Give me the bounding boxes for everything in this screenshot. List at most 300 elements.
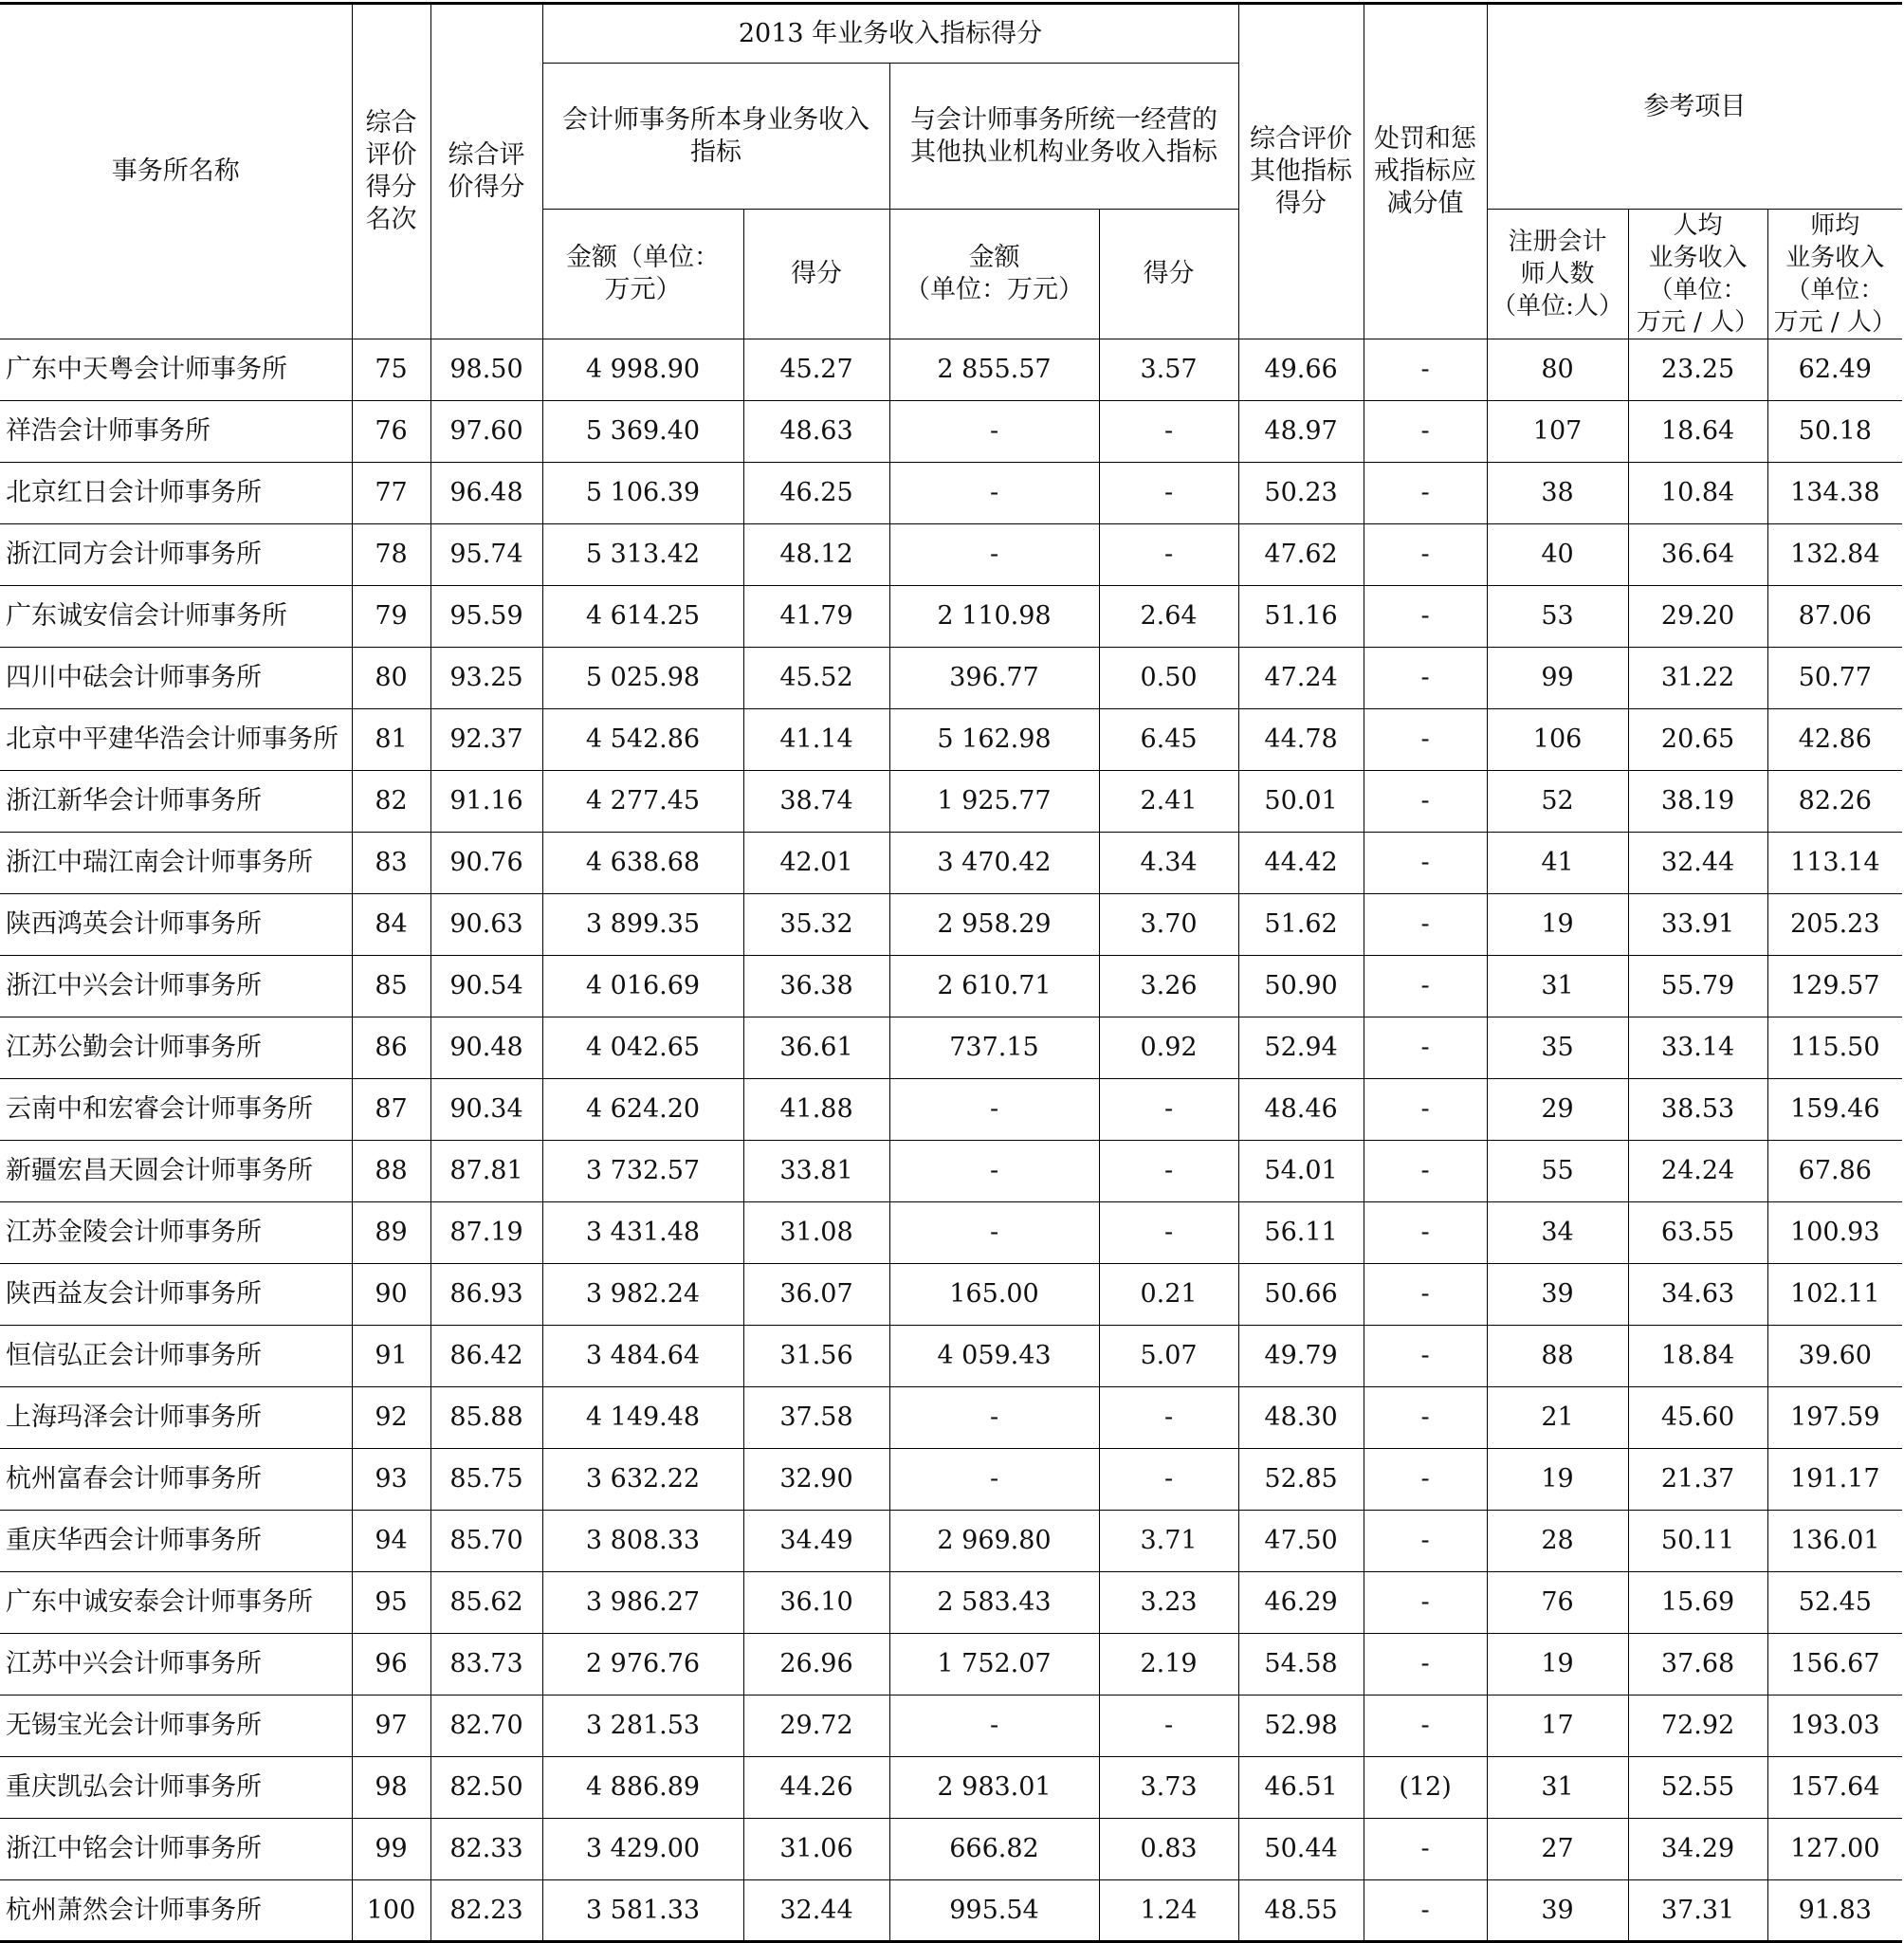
cell-revenue-per-cpa: 197.59: [1767, 1387, 1902, 1449]
cell-total-score: 86.42: [430, 1326, 542, 1387]
header-reference: 参考项目: [1487, 4, 1902, 210]
table-row: [0, 1017, 1902, 1079]
cell-other-indicator: 52.98: [1238, 1696, 1364, 1757]
table-row: [0, 401, 1902, 463]
cell-cpa-count: 88: [1487, 1326, 1628, 1387]
cell-cpa-count: 76: [1487, 1572, 1628, 1634]
cell-total-score: 90.63: [430, 894, 542, 956]
cell-own-amount: 3 899.35: [542, 894, 743, 956]
cell-revenue-per-cpa: 132.84: [1767, 524, 1902, 586]
header-revenue-per-capita: 人均 业务收入 （单位： 万元 / 人）: [1628, 210, 1767, 339]
cell-other-amount: 165.00: [889, 1264, 1099, 1326]
cell-penalty: -: [1364, 956, 1487, 1017]
cell-other-indicator: 47.50: [1238, 1511, 1364, 1572]
table-row: [0, 1757, 1902, 1819]
cell-other-amount: 5 162.98: [889, 709, 1099, 771]
cell-firm-name: 北京红日会计师事务所: [0, 463, 352, 524]
table-row: [0, 709, 1902, 771]
cell-other-amount: -: [889, 1079, 1099, 1141]
cell-firm-name: 广东中诚安泰会计师事务所: [0, 1572, 352, 1634]
cell-total-score: 90.54: [430, 956, 542, 1017]
cell-revenue-per-cpa: 102.11: [1767, 1264, 1902, 1326]
cell-other-score: -: [1099, 401, 1238, 463]
cell-other-score: -: [1099, 1141, 1238, 1202]
cell-total-score: 85.88: [430, 1387, 542, 1449]
cell-own-amount: 5 025.98: [542, 648, 743, 709]
cell-cpa-count: 31: [1487, 1757, 1628, 1819]
cell-revenue-per-capita: 24.24: [1628, 1141, 1767, 1202]
cell-firm-name: 浙江中瑞江南会计师事务所: [0, 833, 352, 894]
cell-total-score: 82.70: [430, 1696, 542, 1757]
cell-own-amount: 4 149.48: [542, 1387, 743, 1449]
cell-total-score: 85.62: [430, 1572, 542, 1634]
cell-own-amount: 4 277.45: [542, 771, 743, 833]
cell-own-amount: 4 998.90: [542, 339, 743, 401]
cell-firm-name: 广东中天粤会计师事务所: [0, 339, 352, 401]
cell-own-score: 46.25: [743, 463, 889, 524]
cell-revenue-per-capita: 37.31: [1628, 1880, 1767, 1942]
cell-revenue-per-capita: 38.53: [1628, 1079, 1767, 1141]
cell-revenue-per-cpa: 156.67: [1767, 1634, 1902, 1696]
cell-penalty: -: [1364, 894, 1487, 956]
table-header: [0, 4, 1902, 339]
cell-penalty: -: [1364, 1819, 1487, 1880]
cell-own-amount: 5 369.40: [542, 401, 743, 463]
cell-own-amount: 3 986.27: [542, 1572, 743, 1634]
cell-other-score: 2.19: [1099, 1634, 1238, 1696]
table-row: [0, 1511, 1902, 1572]
cell-other-indicator: 52.85: [1238, 1449, 1364, 1511]
cell-firm-name: 陕西鸿英会计师事务所: [0, 894, 352, 956]
header-other-revenue: 与会计师事务所统一经营的 其他执业机构业务收入指标: [889, 64, 1238, 210]
cell-own-score: 31.06: [743, 1819, 889, 1880]
cell-other-amount: 2 958.29: [889, 894, 1099, 956]
table-row: [0, 1572, 1902, 1634]
cell-own-amount: 5 313.42: [542, 524, 743, 586]
cell-firm-name: 杭州萧然会计师事务所: [0, 1880, 352, 1942]
cell-total-score: 82.23: [430, 1880, 542, 1942]
cell-other-amount: 2 983.01: [889, 1757, 1099, 1819]
cell-revenue-per-capita: 52.55: [1628, 1757, 1767, 1819]
cell-total-score: 97.60: [430, 401, 542, 463]
cell-penalty: -: [1364, 1572, 1487, 1634]
cell-penalty: -: [1364, 648, 1487, 709]
cell-revenue-per-cpa: 136.01: [1767, 1511, 1902, 1572]
header-firm-name: 事务所名称: [0, 4, 352, 339]
header-other-score: 得分: [1099, 210, 1238, 339]
cell-revenue-per-cpa: 50.18: [1767, 401, 1902, 463]
cell-revenue-per-capita: 72.92: [1628, 1696, 1767, 1757]
cell-revenue-per-capita: 37.68: [1628, 1634, 1767, 1696]
cell-other-amount: -: [889, 1449, 1099, 1511]
cell-other-amount: -: [889, 524, 1099, 586]
cell-rank: 90: [352, 1264, 430, 1326]
cell-other-score: -: [1099, 1387, 1238, 1449]
cell-other-score: 3.57: [1099, 339, 1238, 401]
cell-own-score: 38.74: [743, 771, 889, 833]
cell-firm-name: 江苏公勤会计师事务所: [0, 1017, 352, 1079]
cell-revenue-per-cpa: 193.03: [1767, 1696, 1902, 1757]
table-row: [0, 524, 1902, 586]
cell-own-score: 36.10: [743, 1572, 889, 1634]
cell-other-amount: 3 470.42: [889, 833, 1099, 894]
cell-other-amount: 995.54: [889, 1880, 1099, 1942]
cell-rank: 86: [352, 1017, 430, 1079]
cell-own-score: 45.27: [743, 339, 889, 401]
cell-revenue-per-cpa: 127.00: [1767, 1819, 1902, 1880]
ranking-table: [0, 2, 1902, 1943]
cell-firm-name: 浙江中铭会计师事务所: [0, 1819, 352, 1880]
cell-revenue-per-capita: 21.37: [1628, 1449, 1767, 1511]
cell-penalty: -: [1364, 1017, 1487, 1079]
cell-cpa-count: 19: [1487, 1634, 1628, 1696]
header-rank: 综合 评价 得分 名次: [352, 4, 430, 339]
cell-revenue-per-cpa: 82.26: [1767, 771, 1902, 833]
cell-own-amount: 3 581.33: [542, 1880, 743, 1942]
cell-firm-name: 四川中砝会计师事务所: [0, 648, 352, 709]
cell-rank: 88: [352, 1141, 430, 1202]
cell-other-score: 1.24: [1099, 1880, 1238, 1942]
cell-revenue-per-capita: 34.29: [1628, 1819, 1767, 1880]
cell-other-amount: 1 752.07: [889, 1634, 1099, 1696]
cell-other-score: -: [1099, 524, 1238, 586]
cell-other-score: -: [1099, 1079, 1238, 1141]
table-row: [0, 1819, 1902, 1880]
cell-revenue-per-cpa: 52.45: [1767, 1572, 1902, 1634]
cell-penalty: -: [1364, 586, 1487, 648]
cell-other-score: 3.26: [1099, 956, 1238, 1017]
cell-other-score: -: [1099, 1696, 1238, 1757]
cell-other-amount: 737.15: [889, 1017, 1099, 1079]
cell-own-amount: 3 429.00: [542, 1819, 743, 1880]
cell-total-score: 95.74: [430, 524, 542, 586]
cell-revenue-per-cpa: 50.77: [1767, 648, 1902, 709]
cell-other-indicator: 44.42: [1238, 833, 1364, 894]
cell-rank: 78: [352, 524, 430, 586]
cell-firm-name: 浙江同方会计师事务所: [0, 524, 352, 586]
header-own-amount: 金额（单位： 万元）: [542, 210, 743, 339]
cell-penalty: -: [1364, 524, 1487, 586]
table-row: [0, 1202, 1902, 1264]
cell-firm-name: 上海玛泽会计师事务所: [0, 1387, 352, 1449]
cell-other-indicator: 49.79: [1238, 1326, 1364, 1387]
cell-other-amount: -: [889, 1387, 1099, 1449]
cell-firm-name: 重庆华西会计师事务所: [0, 1511, 352, 1572]
header-own-score: 得分: [743, 210, 889, 339]
cell-penalty: -: [1364, 463, 1487, 524]
table-row: [0, 1079, 1902, 1141]
cell-total-score: 82.33: [430, 1819, 542, 1880]
cell-revenue-per-cpa: 100.93: [1767, 1202, 1902, 1264]
cell-own-score: 32.90: [743, 1449, 889, 1511]
table-row: [0, 894, 1902, 956]
cell-revenue-per-cpa: 42.86: [1767, 709, 1902, 771]
cell-rank: 93: [352, 1449, 430, 1511]
cell-own-score: 41.14: [743, 709, 889, 771]
cell-own-score: 36.38: [743, 956, 889, 1017]
cell-other-score: 0.21: [1099, 1264, 1238, 1326]
table-body: [0, 339, 1902, 1942]
cell-other-indicator: 46.29: [1238, 1572, 1364, 1634]
cell-firm-name: 重庆凯弘会计师事务所: [0, 1757, 352, 1819]
cell-cpa-count: 53: [1487, 586, 1628, 648]
cell-cpa-count: 34: [1487, 1202, 1628, 1264]
cell-other-amount: 2 969.80: [889, 1511, 1099, 1572]
cell-rank: 75: [352, 339, 430, 401]
cell-penalty: -: [1364, 401, 1487, 463]
cell-revenue-per-cpa: 134.38: [1767, 463, 1902, 524]
cell-other-indicator: 50.66: [1238, 1264, 1364, 1326]
cell-other-indicator: 56.11: [1238, 1202, 1364, 1264]
cell-other-amount: 2 610.71: [889, 956, 1099, 1017]
cell-revenue-per-cpa: 115.50: [1767, 1017, 1902, 1079]
cell-own-score: 31.56: [743, 1326, 889, 1387]
cell-cpa-count: 35: [1487, 1017, 1628, 1079]
cell-rank: 97: [352, 1696, 430, 1757]
cell-penalty: -: [1364, 1880, 1487, 1942]
cell-other-amount: -: [889, 1696, 1099, 1757]
cell-rank: 89: [352, 1202, 430, 1264]
header-penalty: 处罚和惩 戒指标应 减分值: [1364, 4, 1487, 339]
header-other-indicator: 综合评价 其他指标 得分: [1238, 4, 1364, 339]
cell-other-score: 3.73: [1099, 1757, 1238, 1819]
header-revenue-per-cpa: 师均 业务收入 （单位： 万元 / 人）: [1767, 210, 1902, 339]
cell-cpa-count: 107: [1487, 401, 1628, 463]
table-row: [0, 463, 1902, 524]
cell-total-score: 93.25: [430, 648, 542, 709]
cell-penalty: -: [1364, 1264, 1487, 1326]
cell-penalty: -: [1364, 771, 1487, 833]
cell-other-indicator: 50.23: [1238, 463, 1364, 524]
cell-penalty: -: [1364, 1696, 1487, 1757]
cell-total-score: 90.34: [430, 1079, 542, 1141]
cell-total-score: 85.70: [430, 1511, 542, 1572]
cell-other-score: 4.34: [1099, 833, 1238, 894]
cell-revenue-per-cpa: 159.46: [1767, 1079, 1902, 1141]
cell-revenue-per-capita: 32.44: [1628, 833, 1767, 894]
cell-firm-name: 陕西益友会计师事务所: [0, 1264, 352, 1326]
cell-other-indicator: 47.62: [1238, 524, 1364, 586]
cell-cpa-count: 99: [1487, 648, 1628, 709]
cell-cpa-count: 27: [1487, 1819, 1628, 1880]
cell-total-score: 85.75: [430, 1449, 542, 1511]
cell-cpa-count: 39: [1487, 1264, 1628, 1326]
cell-total-score: 90.76: [430, 833, 542, 894]
cell-own-amount: 2 976.76: [542, 1634, 743, 1696]
cell-firm-name: 恒信弘正会计师事务所: [0, 1326, 352, 1387]
cell-own-amount: 4 016.69: [542, 956, 743, 1017]
cell-other-indicator: 52.94: [1238, 1017, 1364, 1079]
cell-other-amount: 2 855.57: [889, 339, 1099, 401]
cell-rank: 100: [352, 1880, 430, 1942]
cell-penalty: -: [1364, 1079, 1487, 1141]
header-cpa-count: 注册会计 师人数 （单位:人）: [1487, 210, 1628, 339]
cell-own-amount: 3 632.22: [542, 1449, 743, 1511]
cell-firm-name: 祥浩会计师事务所: [0, 401, 352, 463]
cell-own-amount: 5 106.39: [542, 463, 743, 524]
cell-rank: 96: [352, 1634, 430, 1696]
table-row: [0, 1387, 1902, 1449]
cell-other-indicator: 48.46: [1238, 1079, 1364, 1141]
cell-penalty: -: [1364, 1326, 1487, 1387]
cell-own-score: 48.12: [743, 524, 889, 586]
cell-penalty: -: [1364, 709, 1487, 771]
cell-own-score: 29.72: [743, 1696, 889, 1757]
cell-other-score: 0.83: [1099, 1819, 1238, 1880]
cell-firm-name: 杭州富春会计师事务所: [0, 1449, 352, 1511]
cell-firm-name: 广东诚安信会计师事务所: [0, 586, 352, 648]
cell-other-score: 2.64: [1099, 586, 1238, 648]
header-total-score: 综合评 价得分: [430, 4, 542, 339]
cell-total-score: 87.19: [430, 1202, 542, 1264]
cell-own-amount: 3 732.57: [542, 1141, 743, 1202]
cell-cpa-count: 106: [1487, 709, 1628, 771]
cell-penalty: -: [1364, 1141, 1487, 1202]
cell-cpa-count: 31: [1487, 956, 1628, 1017]
cell-revenue-per-cpa: 129.57: [1767, 956, 1902, 1017]
cell-total-score: 92.37: [430, 709, 542, 771]
cell-revenue-per-cpa: 87.06: [1767, 586, 1902, 648]
cell-own-amount: 3 281.53: [542, 1696, 743, 1757]
cell-firm-name: 浙江中兴会计师事务所: [0, 956, 352, 1017]
table-row: [0, 1880, 1902, 1942]
cell-other-amount: -: [889, 463, 1099, 524]
table-row: [0, 1326, 1902, 1387]
cell-own-amount: 3 808.33: [542, 1511, 743, 1572]
cell-own-score: 34.49: [743, 1511, 889, 1572]
cell-other-indicator: 48.30: [1238, 1387, 1364, 1449]
cell-cpa-count: 17: [1487, 1696, 1628, 1757]
cell-other-indicator: 48.55: [1238, 1880, 1364, 1942]
table-row: [0, 956, 1902, 1017]
cell-revenue-per-capita: 63.55: [1628, 1202, 1767, 1264]
cell-rank: 92: [352, 1387, 430, 1449]
cell-revenue-per-capita: 33.91: [1628, 894, 1767, 956]
cell-cpa-count: 39: [1487, 1880, 1628, 1942]
cell-firm-name: 无锡宝光会计师事务所: [0, 1696, 352, 1757]
cell-other-score: 0.92: [1099, 1017, 1238, 1079]
cell-firm-name: 新疆宏昌天圆会计师事务所: [0, 1141, 352, 1202]
cell-total-score: 86.93: [430, 1264, 542, 1326]
cell-cpa-count: 52: [1487, 771, 1628, 833]
cell-own-score: 48.63: [743, 401, 889, 463]
cell-own-score: 32.44: [743, 1880, 889, 1942]
cell-rank: 76: [352, 401, 430, 463]
cell-own-amount: 4 638.68: [542, 833, 743, 894]
cell-other-indicator: 50.90: [1238, 956, 1364, 1017]
cell-other-indicator: 50.44: [1238, 1819, 1364, 1880]
cell-rank: 94: [352, 1511, 430, 1572]
cell-rank: 95: [352, 1572, 430, 1634]
cell-revenue-per-capita: 33.14: [1628, 1017, 1767, 1079]
cell-other-amount: 2 110.98: [889, 586, 1099, 648]
cell-other-amount: 396.77: [889, 648, 1099, 709]
cell-rank: 79: [352, 586, 430, 648]
cell-other-score: 0.50: [1099, 648, 1238, 709]
cell-revenue-per-cpa: 205.23: [1767, 894, 1902, 956]
cell-own-amount: 3 982.24: [542, 1264, 743, 1326]
cell-total-score: 83.73: [430, 1634, 542, 1696]
cell-other-indicator: 54.58: [1238, 1634, 1364, 1696]
cell-penalty: -: [1364, 1511, 1487, 1572]
cell-own-score: 44.26: [743, 1757, 889, 1819]
table-row: [0, 1141, 1902, 1202]
cell-rank: 77: [352, 463, 430, 524]
cell-revenue-per-cpa: 62.49: [1767, 339, 1902, 401]
cell-other-indicator: 48.97: [1238, 401, 1364, 463]
header-own-revenue: 会计师事务所本身业务收入 指标: [542, 64, 889, 210]
cell-rank: 87: [352, 1079, 430, 1141]
cell-revenue-per-capita: 50.11: [1628, 1511, 1767, 1572]
cell-other-indicator: 46.51: [1238, 1757, 1364, 1819]
cell-revenue-per-capita: 34.63: [1628, 1264, 1767, 1326]
cell-revenue-per-capita: 18.84: [1628, 1326, 1767, 1387]
cell-own-score: 26.96: [743, 1634, 889, 1696]
cell-other-amount: 4 059.43: [889, 1326, 1099, 1387]
cell-rank: 91: [352, 1326, 430, 1387]
cell-revenue-per-capita: 29.20: [1628, 586, 1767, 648]
cell-other-indicator: 44.78: [1238, 709, 1364, 771]
cell-own-amount: 4 624.20: [542, 1079, 743, 1141]
cell-firm-name: 北京中平建华浩会计师事务所: [0, 709, 352, 771]
cell-other-indicator: 47.24: [1238, 648, 1364, 709]
cell-own-score: 41.88: [743, 1079, 889, 1141]
cell-other-indicator: 51.16: [1238, 586, 1364, 648]
cell-own-amount: 4 042.65: [542, 1017, 743, 1079]
cell-firm-name: 江苏金陵会计师事务所: [0, 1202, 352, 1264]
cell-other-indicator: 50.01: [1238, 771, 1364, 833]
cell-rank: 81: [352, 709, 430, 771]
cell-rank: 80: [352, 648, 430, 709]
cell-firm-name: 江苏中兴会计师事务所: [0, 1634, 352, 1696]
cell-revenue-per-cpa: 113.14: [1767, 833, 1902, 894]
cell-other-score: 5.07: [1099, 1326, 1238, 1387]
cell-other-score: -: [1099, 1202, 1238, 1264]
cell-revenue-per-capita: 38.19: [1628, 771, 1767, 833]
cell-other-amount: 666.82: [889, 1819, 1099, 1880]
header-other-amount: 金额 （单位：万元）: [889, 210, 1099, 339]
cell-total-score: 91.16: [430, 771, 542, 833]
cell-rank: 82: [352, 771, 430, 833]
cell-penalty: (12): [1364, 1757, 1487, 1819]
cell-penalty: -: [1364, 339, 1487, 401]
cell-revenue-per-capita: 23.25: [1628, 339, 1767, 401]
cell-total-score: 90.48: [430, 1017, 542, 1079]
cell-revenue-per-cpa: 191.17: [1767, 1449, 1902, 1511]
cell-own-score: 45.52: [743, 648, 889, 709]
cell-own-amount: 4 886.89: [542, 1757, 743, 1819]
cell-rank: 83: [352, 833, 430, 894]
cell-total-score: 82.50: [430, 1757, 542, 1819]
cell-firm-name: 浙江新华会计师事务所: [0, 771, 352, 833]
cell-own-score: 33.81: [743, 1141, 889, 1202]
table-row: [0, 1634, 1902, 1696]
cell-revenue-per-capita: 10.84: [1628, 463, 1767, 524]
cell-other-score: 3.70: [1099, 894, 1238, 956]
cell-penalty: -: [1364, 833, 1487, 894]
cell-own-score: 35.32: [743, 894, 889, 956]
cell-other-score: 2.41: [1099, 771, 1238, 833]
table-row: [0, 833, 1902, 894]
cell-own-score: 31.08: [743, 1202, 889, 1264]
cell-revenue-per-capita: 20.65: [1628, 709, 1767, 771]
cell-cpa-count: 40: [1487, 524, 1628, 586]
table-row: [0, 1264, 1902, 1326]
cell-rank: 99: [352, 1819, 430, 1880]
cell-revenue-per-capita: 55.79: [1628, 956, 1767, 1017]
cell-cpa-count: 19: [1487, 1449, 1628, 1511]
cell-revenue-per-capita: 45.60: [1628, 1387, 1767, 1449]
